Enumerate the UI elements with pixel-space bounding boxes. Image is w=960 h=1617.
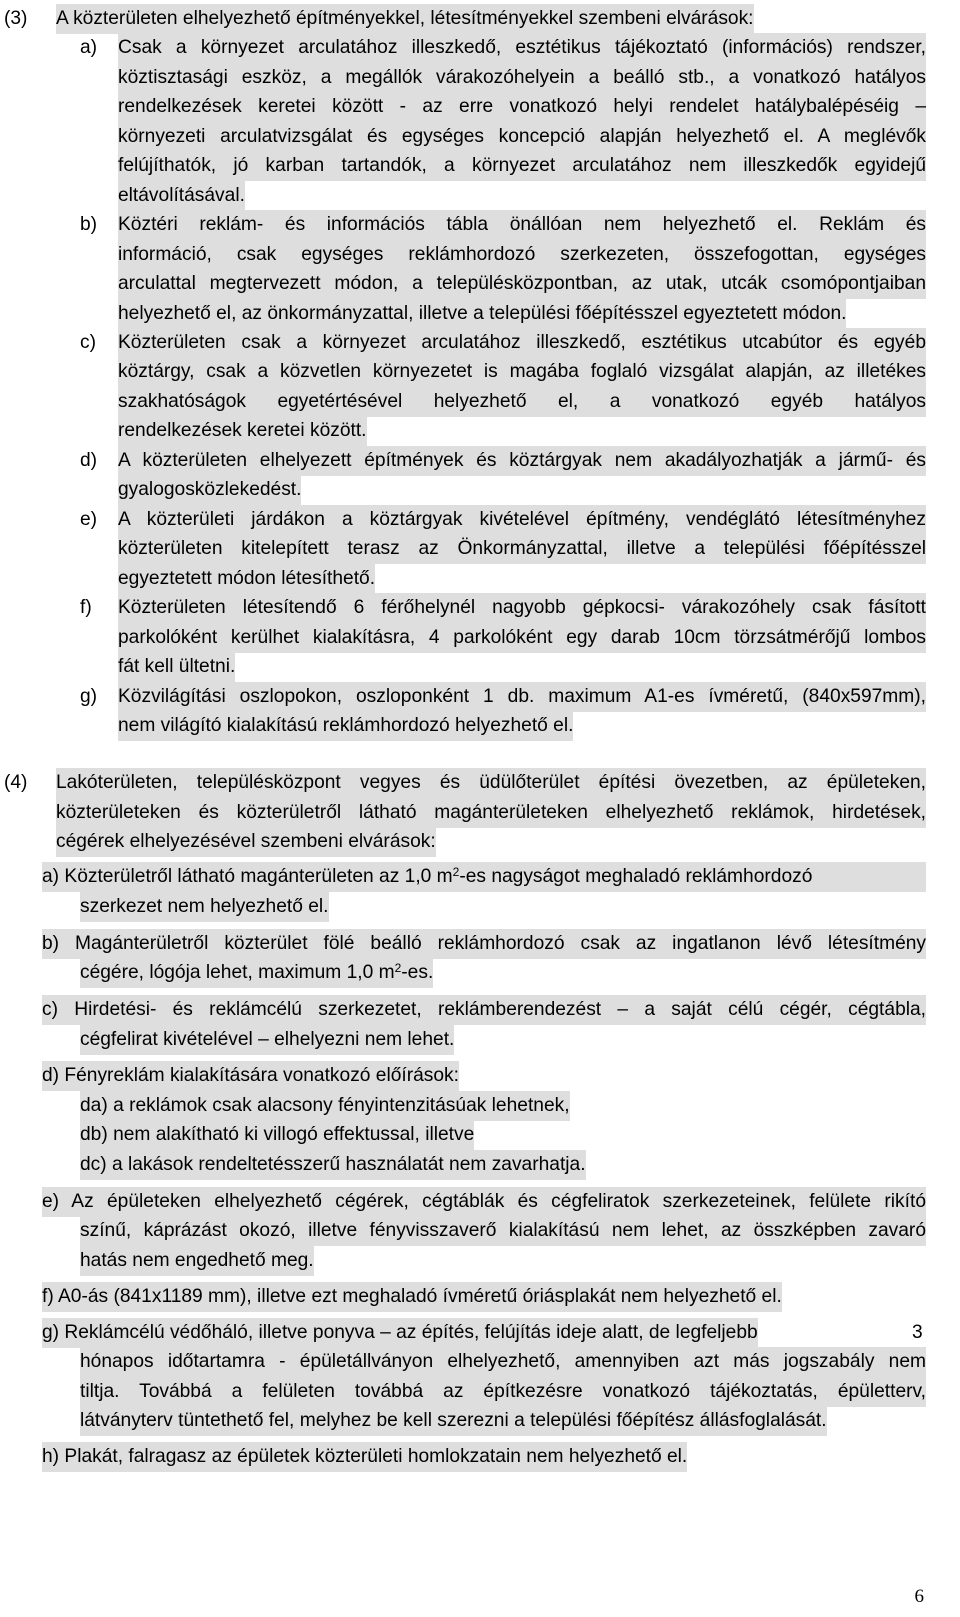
item-4d-sub: db) nem alakítható ki villogó effektussal, illetve: [80, 1120, 474, 1150]
item-4g-line: tiltja. Továbbá a felületen továbbá az építkezésre vonatkozó tájékoztatás, épületterv,: [80, 1377, 926, 1407]
item-4g-line: látványterv tüntethető fel, melyhez be kell szerezni a települési főépítész állásfoglalását.: [80, 1406, 827, 1436]
item-3g-line: Közvilágítási oszlopokon, oszloponként 1 db. maximum A1-es ívméretű, (840x597mm),: [118, 682, 926, 712]
superscript: 2: [452, 865, 460, 879]
item-3g-line: nem világító kialakítású reklámhordozó helyezhető el.: [118, 711, 573, 741]
item-4b-text: -es.: [401, 962, 434, 983]
item-4c-line: c) Hirdetési- és reklámcélú szerkezetet, reklámberendezést – a saját célú cégér, cégtábla,: [42, 995, 926, 1025]
item-3a-line: köztisztasági eszköz, a megállók várakozóhelyein a beálló stb., a vonatkozó hatályos: [118, 63, 926, 93]
item-4c-line: cégfelirat kivételével – elhelyezni nem lehet.: [80, 1025, 454, 1055]
item-3e-line: közterületen kitelepített terasz az Önkormányzattal, illetve a települési főépítésszel: [118, 534, 926, 564]
item-3a-line: rendelkezések keretei között - az erre vonatkozó helyi rendelet hatálybalépéséig –: [118, 92, 926, 122]
item-3e-label: e): [80, 509, 98, 530]
item-4a-line: [42, 862, 926, 892]
item-4g-line: hónapos időtartamra - épületállványon elhelyezhető, amennyiben azt más jogszabály nem: [80, 1347, 926, 1377]
item-3a-line: Csak a környezet arculatához illeszkedő, esztétikus tájékoztató (információs) rendszer,: [118, 33, 926, 63]
item-3e-line: A közterületi járdákon a köztárgyak kivételével építmény, vendéglátó létesítményhez: [118, 505, 926, 535]
item-4f-line: f) A0-ás (841x1189 mm), illetve ezt meghaladó ívméretű óriásplakát nem helyezhető el.: [42, 1282, 782, 1312]
item-3c-line: köztárgy, csak a közvetlen környezetet is magába foglaló vizsgálat alapján, az illetékes: [118, 357, 926, 387]
item-4a-text: -es nagyságot meghaladó reklámhordozó: [459, 866, 813, 887]
item-4b-text: cégére, lógója lehet, maximum 1,0 m: [80, 962, 395, 983]
item-4e-line: e) Az épületeken elhelyezhető cégérek, cégtáblák és cégfeliratok szerkezeteinek, felülete rikító: [42, 1187, 926, 1217]
item-3d-line: gyalogosközlekedést.: [118, 475, 301, 505]
item-3f-label: f): [80, 597, 92, 618]
item-3b-line: arculattal megtervezett módon, a településközpontban, az utak, utcák csomópontjaiban: [118, 269, 926, 299]
item-3d-label: d): [80, 450, 98, 471]
item-3b-label: b): [80, 214, 98, 235]
item-3e-line: egyeztetett módon létesíthető.: [118, 564, 375, 594]
item-3b-line: információ, csak egységes reklámhordozó szerkezeten, összefogottan, egységes: [118, 240, 926, 270]
section-3-intro: A közterületen elhelyezhető építményekkel, létesítményekkel szembeni elvárások:: [56, 4, 754, 34]
item-3f-line: Közterületen létesítendő 6 férőhelynél nagyobb gépkocsi- várakozóhely csak fásított: [118, 593, 926, 623]
item-3d-line: A közterületen elhelyezett építmények és köztárgyak nem akadályozhatják a jármű- és: [118, 446, 926, 476]
section-4-intro-line: közterületeken és közterületről látható magánterületeken elhelyezhető reklámok, hirdetések,: [56, 798, 926, 828]
item-4a-text: a) Közterületről látható magánterületen az 1,0 m: [42, 866, 453, 887]
item-3c-label: c): [80, 332, 96, 353]
item-4e-line: hatás nem engedhető meg.: [80, 1246, 314, 1276]
item-3c-line: szakhatóságok egyetértésével helyezhető el, a vonatkozó egyéb hatályos: [118, 387, 926, 417]
section-4-number: (4): [4, 772, 28, 793]
item-3a-line: felújíthatók, jó karban tartandók, a környezet arculatához nem illeszkedők egyidejű: [118, 151, 926, 181]
section-4-intro-line: Lakóterületen, településközpont vegyes és üdülőterület építési övezetben, az épületeken,: [56, 768, 926, 798]
section-4-intro-line: cégérek elhelyezésével szembeni elvárások:: [56, 827, 436, 857]
item-3a-label: a): [80, 37, 98, 58]
item-4g-number: 3: [912, 1322, 923, 1343]
item-3f-line: parkolóként kerülhet kialakításra, 4 parkolóként egy darab 10cm törzsátmérőjű lombos: [118, 623, 926, 653]
item-4d-sub: dc) a lakások rendeltetésszerű használatát nem zavarhatja.: [80, 1150, 586, 1180]
item-3g-label: g): [80, 686, 98, 707]
item-4d-line: d) Fényreklám kialakítására vonatkozó előírások:: [42, 1061, 459, 1091]
page-number: 6: [914, 1586, 924, 1607]
item-4b-line: [80, 958, 433, 988]
item-4e-line: színű, káprázást okozó, illetve fényvisszaverő kialakítású nem lehet, az összképben zavaró: [80, 1216, 926, 1246]
item-3f-line: fát kell ültetni.: [118, 652, 235, 682]
item-3c-line: rendelkezések keretei között.: [118, 416, 367, 446]
section-3-number: (3): [4, 8, 28, 29]
item-4a-line: szerkezet nem helyezhető el.: [80, 892, 329, 922]
item-4g-line: g) Reklámcélú védőháló, illetve ponyva – az építés, felújítás ideje alatt, de legfeljebb: [42, 1318, 758, 1348]
item-3b-line: helyezhető el, az önkormányzattal, illetve a települési főépítésszel egyeztetett módon.: [118, 299, 846, 329]
superscript: 2: [394, 961, 402, 975]
item-4h-line: h) Plakát, falragasz az épületek közterületi homlokzatain nem helyezhető el.: [42, 1442, 687, 1472]
item-4d-sub: da) a reklámok csak alacsony fényintenzitásúak lehetnek,: [80, 1091, 570, 1121]
item-3b-line: Köztéri reklám- és információs tábla önállóan nem helyezhető el. Reklám és: [118, 210, 926, 240]
item-3c-line: Közterületen csak a környezet arculatához illeszkedő, esztétikus utcabútor és egyéb: [118, 328, 926, 358]
item-3a-line: környezeti arculatvizsgálat és egységes koncepció alapján helyezhető el. A meglévők: [118, 122, 926, 152]
item-4b-line: b) Magánterületről közterület fölé beálló reklámhordozó csak az ingatlanon lévő létesítmény: [42, 929, 926, 959]
item-3a-line: eltávolításával.: [118, 181, 245, 211]
